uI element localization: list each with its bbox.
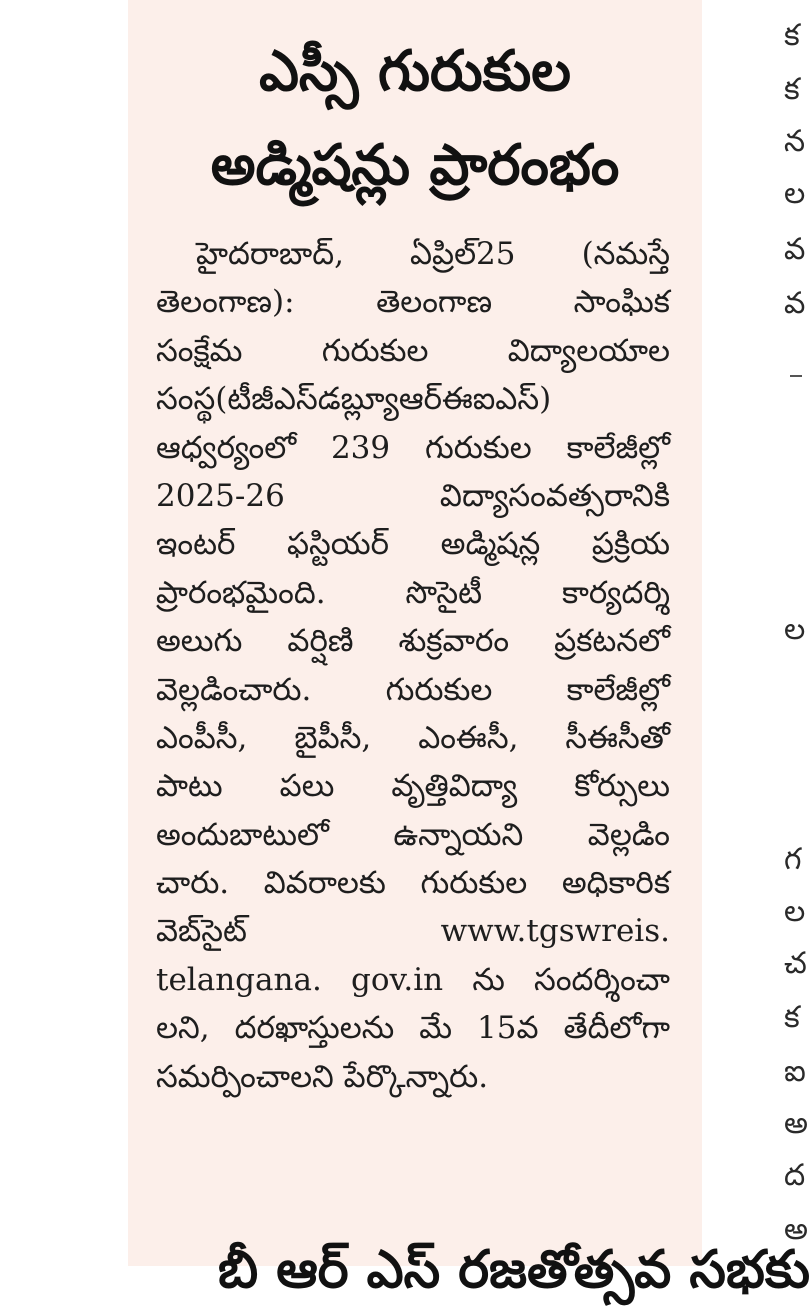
edge-glyph: చ <box>784 946 807 981</box>
body-line: సంక్షేమ గురుకుల విద్యాలయాల <box>156 332 670 369</box>
body-line: అలుగు వర్షిణి శుక్రవారం ప్రకటనలో <box>156 623 670 660</box>
body-line: ఆధ్వర్యంలో 239 గురుకుల కాలేజీల్లో <box>156 429 670 466</box>
edge-glyph: క <box>784 1000 800 1035</box>
edge-glyph: ల <box>784 894 806 929</box>
body-line: చారు. వివరాలకు గురుకుల అధికారిక <box>156 865 670 902</box>
edge-glyph: ల <box>784 612 806 647</box>
body-line: తెలంగాణ): తెలంగాణ సాంఘిక <box>156 284 670 321</box>
edge-glyph: అ <box>784 1212 808 1247</box>
body-line: సంస్థ(టీజీఎస్‌డబ్ల్యూఆర్‌ఈఐఎస్) <box>156 381 552 418</box>
headline-line-1: ఎస్సీ గురుకుల <box>259 39 571 104</box>
column-rule <box>790 375 802 377</box>
edge-glyph: గ <box>784 842 802 877</box>
body-line: లని, దరఖాస్తులను మే 15వ తేదీలోగా <box>156 1010 670 1047</box>
body-line: 2025-26 విద్యాసంవత్సరానికి <box>156 477 670 514</box>
edge-glyph: వ <box>784 232 806 267</box>
edge-glyph: వ <box>784 286 806 321</box>
body-line: పాటు పలు వృత్తివిద్యా కోర్సులు <box>156 768 670 805</box>
body-line: ఎంపీసీ, బైపీసీ, ఎంఈసీ, సీఈసీతో <box>156 719 670 756</box>
edge-glyph: ల <box>784 176 806 211</box>
body-line: హైదరాబాద్, ఏప్రిల్25 (నమస్తే <box>196 236 670 272</box>
body-line: వెల్లడించారు. గురుకుల కాలేజీల్లో <box>156 671 670 708</box>
article-body <box>156 230 670 1101</box>
body-line: అందుబాటులో ఉన్నాయని వెల్లడిం <box>156 816 670 853</box>
edge-glyph: ఐ <box>784 1054 806 1089</box>
edge-glyph: క <box>784 72 800 107</box>
edge-glyph: ద <box>784 1158 806 1193</box>
edge-glyph: న <box>784 124 806 159</box>
edge-glyph: అ <box>784 1106 808 1141</box>
adjacent-column-edge <box>780 0 808 1266</box>
edge-glyph: క <box>784 18 800 53</box>
next-article-headline-partial: బీ ఆర్ ఎస్ రజతోత్సవ సభకు <box>218 1240 810 1300</box>
body-line: వెబ్‌సైట్ www.tgswreis. <box>156 913 670 950</box>
news-article <box>128 0 810 1300</box>
body-line: ఇంటర్ ఫస్టియర్ అడ్మిషన్ల ప్రక్రియ <box>156 526 670 563</box>
headline-line-2: అడ్మిషన్లు ప్రారంభం <box>210 133 620 198</box>
body-line: ప్రారంభమైంది. సొసైటీ కార్యదర్శి <box>156 574 670 611</box>
body-line: సమర్పించాలని పేర్కొన్నారు. <box>156 1058 489 1095</box>
body-line: telangana. gov.in ను సందర్శించా <box>156 961 670 998</box>
